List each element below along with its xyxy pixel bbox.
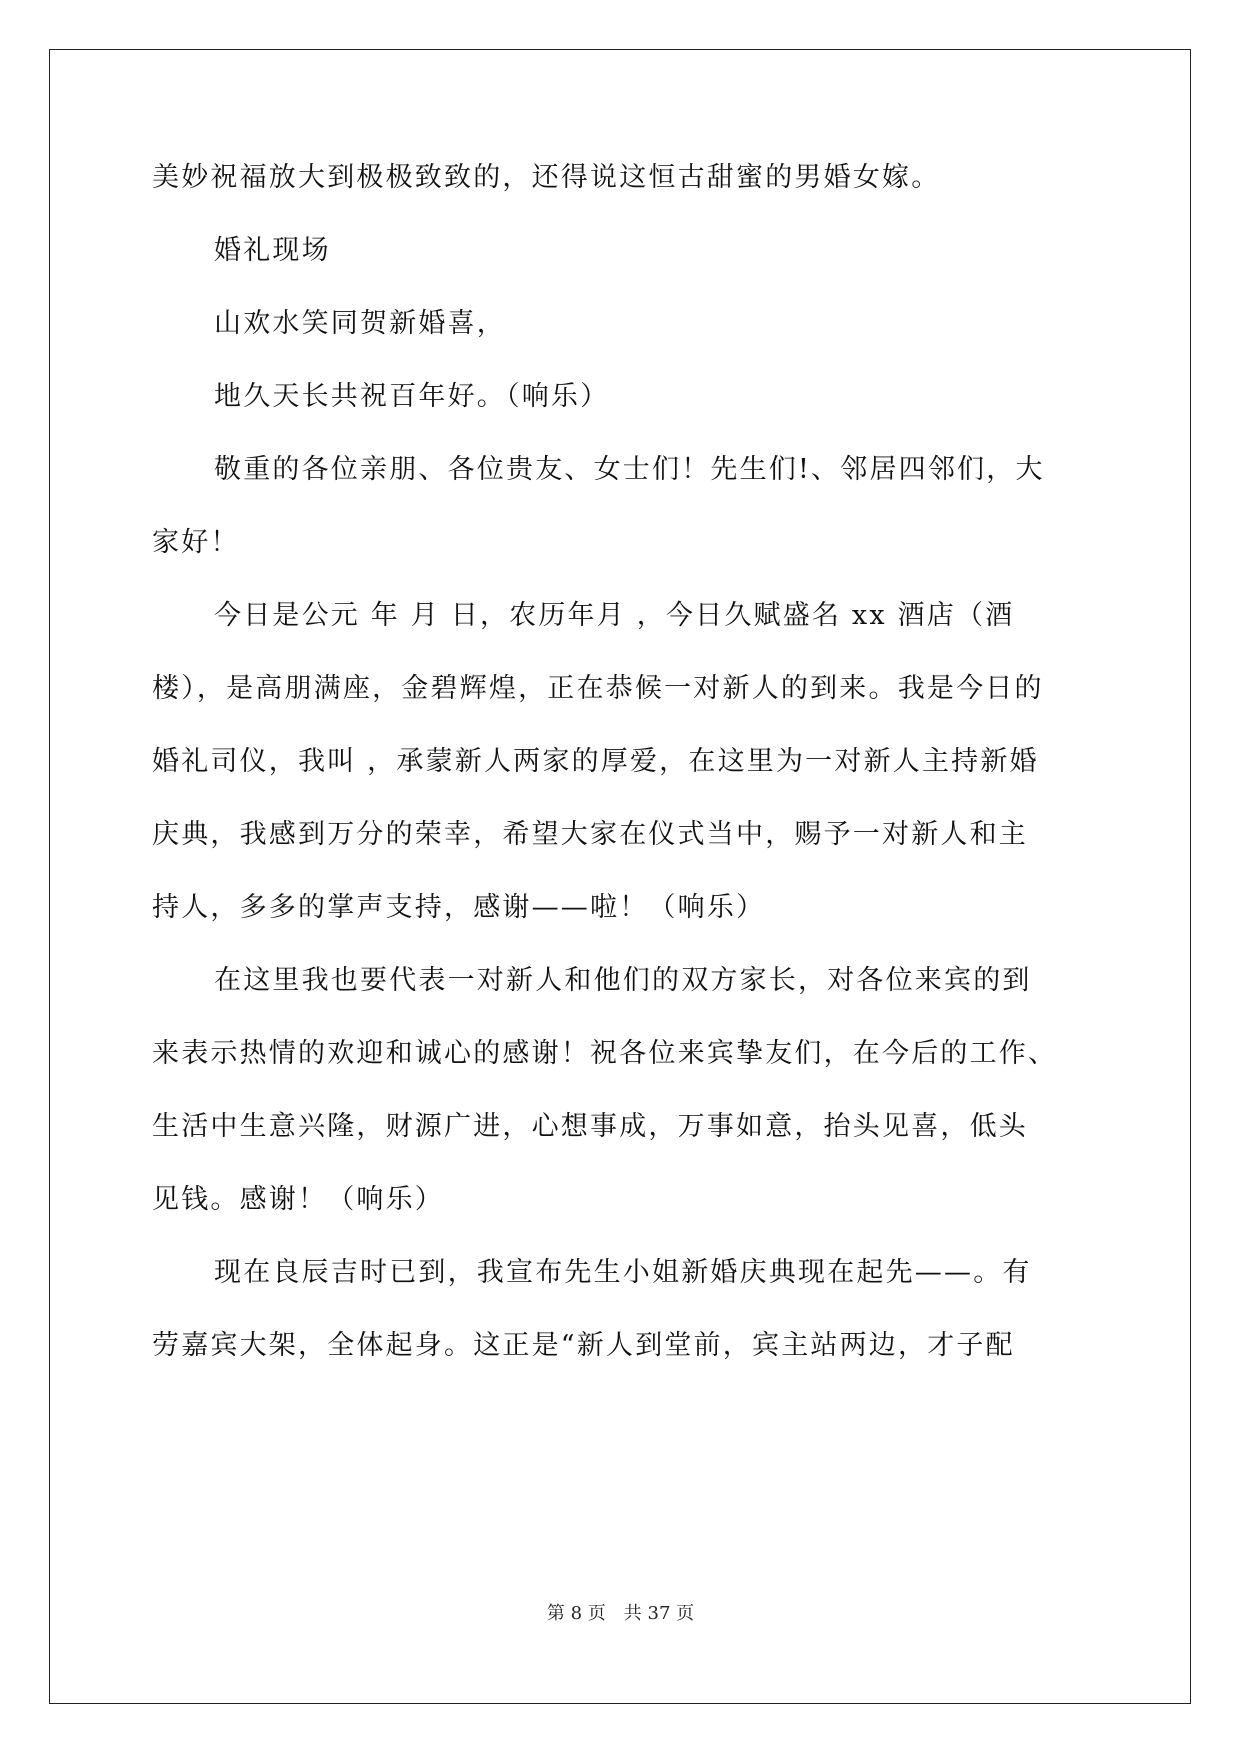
text-line: 来表示热情的欢迎和诚心的感谢！祝各位来宾挚友们，在今后的工作、 — [152, 1038, 1058, 1069]
page-border — [49, 49, 1191, 1704]
text-line: 劳嘉宾大架，全体起身。这正是“新人到堂前，宾主站两边，才子配 — [152, 1330, 1015, 1361]
text-line: 婚礼司仪，我叫 ，承蒙新人两家的厚爱，在这里为一对新人主持新婚 — [152, 746, 1039, 777]
text-line: 见钱。感谢！（响乐） — [152, 1184, 444, 1215]
text-line: 今日是公元 年 月 日，农历年月 ，今日久赋盛名 xx 酒店（酒 — [214, 600, 1015, 631]
text-line: 楼），是高朋满座，金碧辉煌，正在恭候一对新人的到来。我是今日的 — [152, 673, 1044, 704]
text-line: 山欢水笑同贺新婚喜， — [214, 308, 506, 339]
text-line: 地久天长共祝百年好。（响乐） — [214, 381, 610, 412]
text-line: 家好！ — [152, 527, 240, 558]
text-line: 美妙祝福放大到极极致致的，还得说这恒古甜蜜的男婚女嫁。 — [152, 162, 941, 193]
text-line: 在这里我也要代表一对新人和他们的双方家长，对各位来宾的到 — [214, 965, 1032, 996]
text-line: 现在良辰吉时已到，我宣布先生小姐新婚庆典现在起先——。有 — [214, 1257, 1032, 1288]
section-heading: 婚礼现场 — [214, 235, 331, 266]
text-line: 生活中生意兴隆，财源广进，心想事成，万事如意，抬头见喜，低头 — [152, 1111, 1028, 1142]
text-line: 庆典，我感到万分的荣幸，希望大家在仪式当中，赐予一对新人和主 — [152, 819, 1028, 850]
text-line: 持人，多多的掌声支持，感谢——啦！（响乐） — [152, 892, 766, 923]
text-line: 敬重的各位亲朋、各位贵友、女士们！先生们!、邻居四邻们，大 — [214, 454, 1045, 485]
page-number: 第 8 页 共 37 页 — [546, 1603, 695, 1624]
